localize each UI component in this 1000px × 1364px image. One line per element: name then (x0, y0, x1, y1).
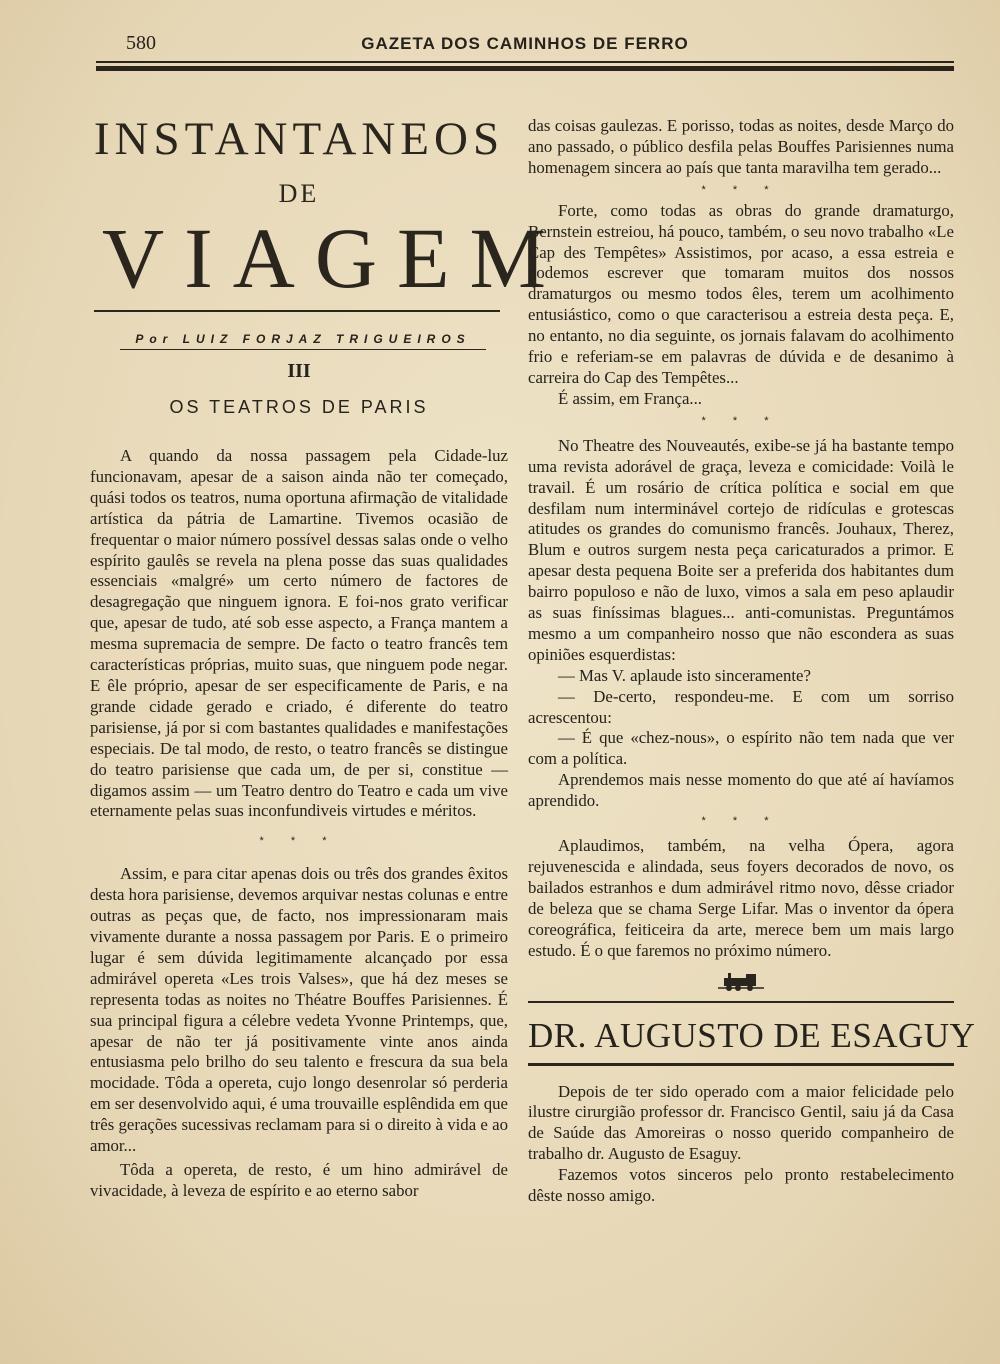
article-byline: Por LUIZ FORJAZ TRIGUEIROS (120, 332, 486, 350)
article-part: III (287, 360, 311, 382)
notice-title: DR. AUGUSTO DE ESAGUY (528, 1015, 976, 1055)
section-separator: * * * (701, 183, 781, 196)
page-number: 580 (126, 32, 156, 54)
article-title-line3: VIAGEM (102, 210, 566, 306)
paragraph: Depois de ter sido operado com a maior felicidade pelo ilustre cirurgião professor dr. Francisco Gentil, saiu já da Casa de Saúde das Amoreiras o nosso querido companheiro de trabalho dr. Augusto de Esaguy. (528, 1081, 954, 1164)
title-rule (94, 310, 500, 312)
paragraph: No Theatre des Nouveautés, exibe-se já ha bastante tempo uma revista adorável de graça, leveza e comicidade: Voilà le travail. É um rosário de crítica política e social em que desfilam num interminável cortejo de ridículas e grotescas atitudes os grandes do comunismo francês. Jouhaux, Therez, Blum e outros surgem nesta peça caricaturados a primor. E apesar desta pequena Boite ser a preferida dos habitantes dum bairro populoso e não de luxo, vimos a sala em peso aplaudir as suas finíssimas blagues... anti-comunistas. Preguntámos mesmo a um companheiro nosso que não escondera as suas opiniões esquerdistas: (528, 435, 954, 664)
right-column (528, 116, 976, 1207)
header-rule-thin (96, 61, 954, 63)
notice-rule-top (528, 1001, 954, 1003)
paragraph: das coisas gaulezas. E porisso, todas as noites, desde Março do ano passado, o público desfila pelas Bouffes Parisiennes numa homenagem sincera ao país que tanta maravilha tem gerado... (528, 116, 954, 177)
article-title-line2: DE (278, 179, 320, 208)
section-separator: * * * (701, 815, 781, 828)
locomotive-icon (718, 970, 764, 997)
paragraph: Assim, e para citar apenas dois ou três dos grandes êxitos desta hora parisiense, devemos arquivar nestas colunas e entre outras as peças que, de facto, nos impressionaram mais vivamente durante a nossa passagem por Paris. E o primeiro lugar é sem dúvida legitimamente alcançado por essa admirável opereta «Les trois Valses», que há dez meses se representa todas as noites no Théatre Bouffes Parisiennes. É sua principal figura a célebre vedeta Yvonne Printemps, que, apesar de não ter já positivamente vinte anos ainda entusiasma pelo brilho do seu talento e frescura da sua bela mocidade. Tôda a opereta, cujo longo desenrolar só perderia em ser desenvolvido aqui, é uma trouvaille esplêndida em que três gerações sucessivas reclamam para si o direito à vida e ao amor... (90, 864, 508, 1156)
paragraph: — Mas V. aplaude isto sinceramente? (558, 665, 811, 685)
header-rule-thick (96, 66, 954, 71)
paragraph: Aplaudimos, também, na velha Ópera, agora rejuvenescida e alindada, seus foyers decorados de novo, os bailados estranhos e dum admirável ritmo novo, dêsse criador de beleza que se chama Serge Lifar. Mas o inventor da ópera coreográfica, feiticeira da arte, merece bem um mais largo estudo. É o que faremos no próximo número. (528, 836, 954, 960)
paragraph: É assim, em França... (558, 388, 703, 408)
paragraph: Aprendemos mais nesse momento do que até aí havíamos aprendido. (528, 770, 954, 811)
paragraph: — De-certo, respondeu-me. E com um sorriso acrescentou: (528, 686, 954, 727)
left-column (90, 112, 566, 1202)
paragraph: Forte, como todas as obras do grande dramaturgo, Bernstein estreiou, há pouco, também, o seu novo trabalho «Le Cap des Tempêtes» Assistimos, por acaso, a essa estreia e podemos escrever que tomaram muitos dos nossos dramaturgos ou mesmo todos êles, terem um acolhimento entusiástico, como o que caracterisou a estreia desta peça. E, no entanto, no dia seguinte, os jornais falavam do acolhimento frio e referiam-se em palavras de dúvida e de desanimo à carreira do Cap des Tempêtes... (528, 200, 954, 387)
section-title: OS TEATROS DE PARIS (169, 397, 429, 417)
paragraph: — É que «chez-nous», o espírito não tem nada que ver com a política. (528, 728, 954, 769)
section-separator: * * * (701, 414, 781, 427)
page-header (96, 30, 954, 70)
article-title-line1: INSTANTANEOS (93, 113, 505, 165)
journal-title: GAZETA DOS CAMINHOS DE FERRO (361, 34, 689, 53)
paragraph: Tôda a opereta, de resto, é um hino admirável de vivacidade, à leveza de espírito e ao eterno sabor (90, 1160, 508, 1200)
section-separator: * * * (259, 835, 339, 848)
paragraph: Fazemos votos sinceros pelo pronto restabelecimento dêste nosso amigo. (528, 1165, 954, 1206)
paragraph: A quando da nossa passagem pela Cidade-luz funcionavam, apesar de a saison ainda não ter começado, quási todos os teatros, numa oportuna afirmação de vitalidade artística da pátria de Lamartine. Tivemos ocasião de frequentar o maior número possível dessas salas onde o velho espírito gaulês se revela na plena posse das suas qualidades essenciais «malgré» um certo número de factores de desagregação que ninguem ignora. E foi-nos grato verificar que, apesar de tudo, até sob esse aspecto, a França mantem a mesma supremacia de sempre. De facto o teatro francês tem características próprias, muito suas, que ninguem pode negar. E êle próprio, apesar de ser especificamente de Paris, e na grande cidade gerado e criado, é diferente do teatro parisiense, já por si com bastantes qualidades e manifestações especiais. De tal modo, de resto, o teatro francês se distingue do teatro parisiense que cada um, de per si, constitue — digamos assim — um Teatro dentro do Teatro e cada um vive eternamente pelas suas inconfundiveis virtudes e méritos. (90, 446, 508, 821)
